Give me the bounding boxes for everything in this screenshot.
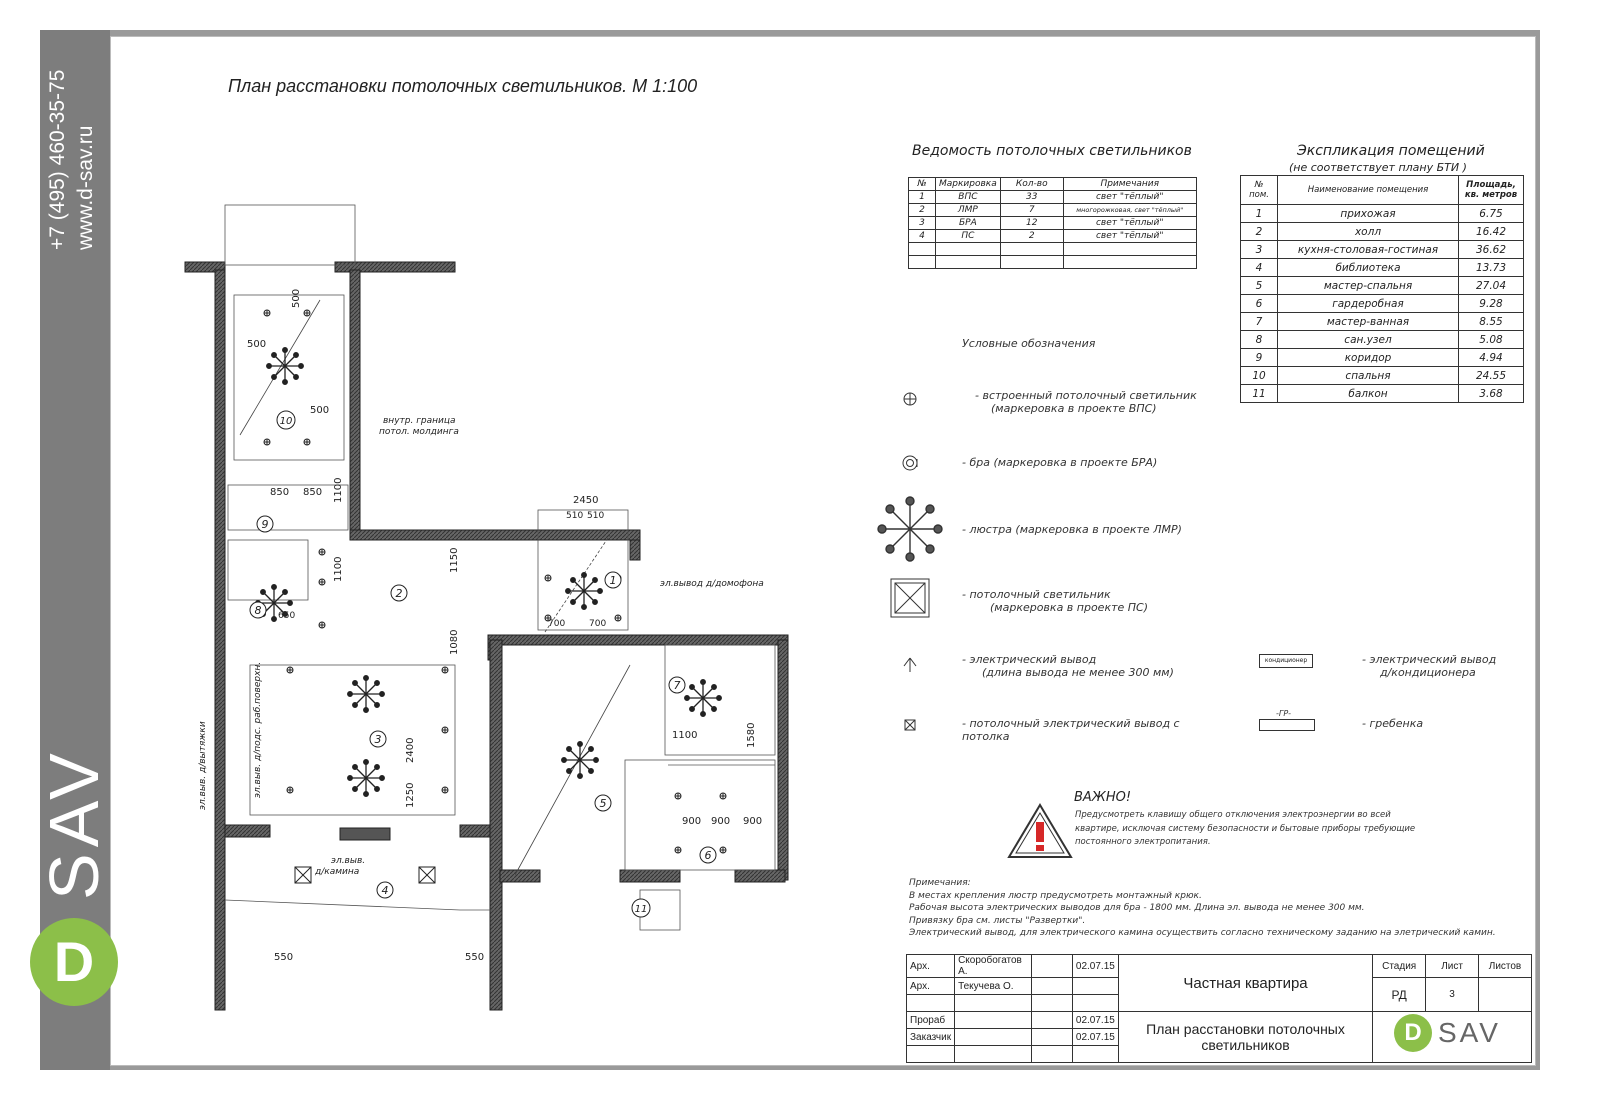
logo-text: SAV — [1438, 1017, 1501, 1048]
room-number-8 — [250, 602, 266, 618]
table-cell: 12 — [1000, 217, 1063, 230]
dimension-label: 1100 — [333, 477, 344, 503]
outlet-icon — [904, 658, 916, 672]
dimension-label: 1150 — [449, 547, 460, 573]
svg-text:2: 2 — [395, 587, 403, 600]
dimension-label: 700 — [589, 619, 607, 629]
table-cell: 9.28 — [1459, 295, 1524, 313]
comb-icon — [1259, 719, 1315, 731]
table-cell: 9 — [1241, 349, 1278, 367]
svg-text:8: 8 — [254, 604, 262, 617]
table-cell: 4 — [909, 230, 936, 243]
sidebar-website: www.d-sav.ru — [74, 125, 97, 250]
table-cell: мастер-спальня — [1278, 277, 1459, 295]
legend-text: (маркеровка в проекте ПС) — [990, 601, 1149, 614]
dimension-label: 850 — [303, 487, 323, 498]
table-header: № пом. — [1241, 176, 1278, 205]
legend-text: (маркеровка в проекте ВПС) — [991, 402, 1157, 415]
svg-text:1: 1 — [609, 574, 617, 587]
table-cell: 3 — [1241, 241, 1278, 259]
notes — [909, 877, 1496, 940]
table-cell: Прораб — [907, 1012, 955, 1029]
notes-line: Привязку бра см. листы "Развертки". — [909, 915, 1086, 926]
svg-text:9: 9 — [261, 518, 269, 531]
sheet-title-line: светильников — [1201, 1037, 1290, 1053]
table-cell: холл — [1278, 223, 1459, 241]
table-cell: библиотека — [1278, 259, 1459, 277]
table-cell: коридор — [1278, 349, 1459, 367]
table-header: Маркировка — [936, 178, 1001, 191]
legend-item-8: - гребенка — [1362, 717, 1424, 730]
explikacia-table — [1240, 175, 1524, 403]
dimension-label: 500 — [310, 405, 330, 416]
table-row — [1241, 367, 1524, 385]
important-line: постоянного электропитания. — [1075, 837, 1211, 847]
sidebar-phone — [44, 180, 72, 250]
important-line: квартире, исключая систему безопасности и бытовые приборы требующие — [1075, 823, 1416, 834]
explikacia-title: Экспликация помещений — [1297, 143, 1485, 159]
vedomost-table — [908, 177, 1197, 269]
table-header-row — [909, 178, 1197, 191]
legend-text: - потолочный электрический вывод с — [962, 717, 1180, 730]
table-cell: 5 — [1241, 277, 1278, 295]
annotation: эл.вывод д/домофона — [660, 579, 764, 589]
dimension-label: 500 — [247, 339, 267, 350]
dimension-label: 1080 — [449, 629, 460, 655]
table-cell: прихожая — [1278, 205, 1459, 223]
table-row — [1241, 277, 1524, 295]
legend-text: - встроенный потолочный светильник — [975, 389, 1197, 402]
room-number-2 — [391, 585, 407, 601]
notes-title: Примечания: — [909, 878, 971, 888]
table-cell: 27.04 — [1459, 277, 1524, 295]
table-cell: свет "тёплый" — [1063, 217, 1196, 230]
dimension-labels — [247, 289, 762, 963]
important-title: ВАЖНО! — [1074, 790, 1132, 805]
table-cell: 02.07.15 — [1072, 955, 1118, 978]
table-cell: БРА — [936, 217, 1001, 230]
important-line: Предусмотреть клавишу общего отключения электроэнергии во всей — [1075, 810, 1391, 820]
legend-text: д/кондиционера — [1380, 666, 1476, 679]
svg-text:7: 7 — [673, 679, 681, 692]
room-number-5 — [595, 795, 611, 811]
sidebar-contacts — [44, 125, 100, 250]
brand-logo-icon: D — [1394, 1014, 1432, 1052]
room-number-10 — [277, 411, 295, 429]
dimension-label: 1580 — [746, 722, 757, 748]
dimension-label: 900 — [711, 816, 731, 827]
explikacia-subtitle: (не соответствует плану БТИ ) — [1289, 161, 1467, 174]
table-cell: Заказчик — [907, 1029, 955, 1046]
table-row — [909, 204, 1197, 217]
table-cell: 7 — [1000, 204, 1063, 217]
table-header: Наименование помещения — [1278, 176, 1459, 205]
chandelier-icon — [878, 497, 942, 561]
table-cell: 2 — [1000, 230, 1063, 243]
table-cell: Текучева О. — [955, 978, 1032, 995]
floor-plan — [170, 170, 830, 963]
room-number-9 — [257, 516, 273, 532]
annotation: потол. молдинга — [379, 427, 459, 437]
table-cell: 3 — [909, 217, 936, 230]
table-row — [1241, 223, 1524, 241]
table-cell: кухня-столовая-гостиная — [1278, 241, 1459, 259]
table-cell: балкон — [1278, 385, 1459, 403]
table-cell: 6 — [1241, 295, 1278, 313]
table-header: Примечания — [1063, 178, 1196, 191]
table-cell: 4.94 — [1459, 349, 1524, 367]
project-name: Частная квартира — [1118, 955, 1372, 1012]
annotation: эл.выв. — [331, 856, 366, 866]
annotation: внутр. граница — [383, 416, 456, 426]
table-cell: 02.07.15 — [1072, 1029, 1118, 1046]
table-row — [1241, 241, 1524, 259]
dimension-label: 650 — [278, 611, 296, 621]
dimension-label: 550 — [465, 952, 485, 963]
table-cell: 13.73 — [1459, 259, 1524, 277]
table-cell: 8 — [1241, 331, 1278, 349]
table-cell: Арх. — [907, 978, 955, 995]
table-row — [1241, 331, 1524, 349]
titleblock-logo — [1394, 1014, 1501, 1052]
table-row — [1241, 313, 1524, 331]
chandelier-guides — [240, 300, 630, 875]
table-cell: 1 — [909, 191, 936, 204]
table-cell: 3.68 — [1459, 385, 1524, 403]
legend-item-2: - бра (маркеровка в проекте БРА) — [962, 456, 1158, 469]
table-cell: 36.62 — [1459, 241, 1524, 259]
ceiling-outlet-icon — [905, 720, 915, 730]
dimension-label: 700 — [548, 619, 566, 629]
legend-item-7 — [1362, 653, 1496, 679]
table-cell: 2 — [1241, 223, 1278, 241]
table-row — [909, 243, 1197, 256]
table-cell: Арх. — [907, 955, 955, 978]
table-cell: многорожковая, свет "тёплый" — [1063, 204, 1196, 217]
table-row — [1241, 295, 1524, 313]
table-row — [1241, 385, 1524, 403]
legend-text: - потолочный светильник — [962, 588, 1111, 601]
walls — [185, 262, 788, 1010]
vedomost-title: Ведомость потолочных светильников — [912, 143, 1192, 159]
dimension-label: 2450 — [573, 495, 599, 506]
table-cell: 24.55 — [1459, 367, 1524, 385]
svg-text:11: 11 — [634, 904, 648, 915]
table-cell: 2 — [909, 204, 936, 217]
table-cell: 4 — [1241, 259, 1278, 277]
table-cell: мастер-ванная — [1278, 313, 1459, 331]
room-number-11 — [632, 899, 650, 917]
table-cell: ПС — [936, 230, 1001, 243]
table-row — [1241, 259, 1524, 277]
room-number-3 — [370, 731, 386, 747]
table-cell: 10 — [1241, 367, 1278, 385]
dimension-label: 510 — [566, 511, 584, 521]
table-header: Кол-во — [1000, 178, 1063, 191]
legend-item-3: - люстра (маркеровка в проекте ЛМР) — [962, 523, 1182, 536]
sheet-title-line: План расстановки потолочных — [1146, 1021, 1345, 1037]
notes-line: Электрический вывод, для электрического камина осуществить согласно техническому заданию на элетрический камин. — [909, 928, 1496, 938]
svg-text:5: 5 — [599, 797, 607, 810]
table-cell: 8.55 — [1459, 313, 1524, 331]
table-cell: 16.42 — [1459, 223, 1524, 241]
table-cell: ВПС — [936, 191, 1001, 204]
dimension-label: 850 — [270, 487, 290, 498]
legend-text: - электрический вывод — [1362, 653, 1497, 666]
table-cell: свет "тёплый" — [1063, 191, 1196, 204]
table-cell: 1 — [1241, 205, 1278, 223]
recessed-light-icon — [904, 393, 916, 405]
ceiling-panel-icon — [891, 579, 929, 617]
table-header: № — [909, 178, 936, 191]
table-header-row — [1241, 176, 1524, 205]
dimension-label: 900 — [682, 816, 702, 827]
warning-icon — [1006, 802, 1074, 860]
table-row — [909, 230, 1197, 243]
comb-label: -ГР- — [1276, 709, 1292, 718]
sidebar-brand: SAV — [35, 747, 113, 900]
legend-item-1 — [975, 389, 1197, 415]
table-cell: Скоробогатов А. — [955, 955, 1032, 978]
dimension-label: 900 — [743, 816, 763, 827]
room-number-7 — [669, 677, 685, 693]
table-cell: 3 — [1426, 978, 1479, 1012]
page-title: План расстановки потолочных светильников. М 1:100 — [228, 76, 698, 96]
legend-item-5 — [962, 653, 1174, 679]
important-text — [1075, 809, 1415, 850]
dimension-label: 1250 — [405, 782, 416, 808]
table-row — [909, 256, 1197, 269]
table-cell: свет "тёплый" — [1063, 230, 1196, 243]
table-cell: сан.узел — [1278, 331, 1459, 349]
svg-text:4: 4 — [381, 884, 389, 897]
room-number-6 — [700, 847, 716, 863]
table-cell: спальня — [1278, 367, 1459, 385]
legend-text: потолка — [962, 730, 1010, 743]
table-cell: Листов — [1479, 955, 1532, 978]
table-cell: РД — [1373, 978, 1426, 1012]
sheet-title — [1118, 1012, 1372, 1063]
table-cell: 02.07.15 — [1072, 1012, 1118, 1029]
annotation: эл.выв. д/подс. раб.поверхн. — [253, 661, 263, 798]
dimension-label: 2400 — [405, 737, 416, 763]
table-header: Площадь, кв. метров — [1459, 176, 1524, 205]
ac-outlet-icon: кондиционер — [1259, 654, 1313, 668]
dimension-label: 500 — [291, 288, 302, 308]
annotation: эл.выв. д/вытяжки — [198, 721, 208, 810]
table-row — [909, 191, 1197, 204]
table-cell: 33 — [1000, 191, 1063, 204]
legend-item-6 — [962, 717, 1180, 743]
table-cell: Стадия — [1373, 955, 1426, 978]
table-cell: 11 — [1241, 385, 1278, 403]
svg-text:3: 3 — [374, 733, 382, 746]
table-cell: гардеробная — [1278, 295, 1459, 313]
table-cell: 7 — [1241, 313, 1278, 331]
table-cell: 6.75 — [1459, 205, 1524, 223]
dimension-label: 550 — [274, 952, 294, 963]
dimension-label: 1100 — [333, 556, 344, 582]
brand-logo-icon: D — [30, 918, 118, 1006]
svg-text:10: 10 — [279, 416, 293, 427]
legend-icons — [868, 380, 948, 760]
table-row — [909, 217, 1197, 230]
table-cell: 5.08 — [1459, 331, 1524, 349]
legend-text: - электрический вывод — [962, 653, 1097, 666]
annotation: д/камина — [315, 867, 360, 877]
notes-line: В местах крепления люстр предусмотреть монтажный крюк. — [909, 890, 1202, 901]
legend-item-4 — [962, 588, 1148, 614]
room-number-1 — [605, 572, 621, 588]
sconce-icon — [903, 456, 917, 470]
table-cell: ЛМР — [936, 204, 1001, 217]
legend-text: (длина вывода не менее 300 мм) — [982, 666, 1174, 679]
legend-title: Условные обозначения — [962, 337, 1096, 350]
table-cell — [1479, 978, 1532, 1012]
room-number-4 — [377, 882, 393, 898]
notes-line: Рабочая высота электрических выводов для бра - 1800 мм. Длина эл. вывода не менее 300 мм. — [909, 903, 1365, 913]
table-row — [1241, 205, 1524, 223]
table-cell: Лист — [1426, 955, 1479, 978]
dimension-label: 1100 — [672, 730, 698, 741]
table-row — [907, 955, 1532, 978]
table-row — [1241, 349, 1524, 367]
svg-text:6: 6 — [704, 849, 712, 862]
dimension-label: 510 — [587, 511, 605, 521]
